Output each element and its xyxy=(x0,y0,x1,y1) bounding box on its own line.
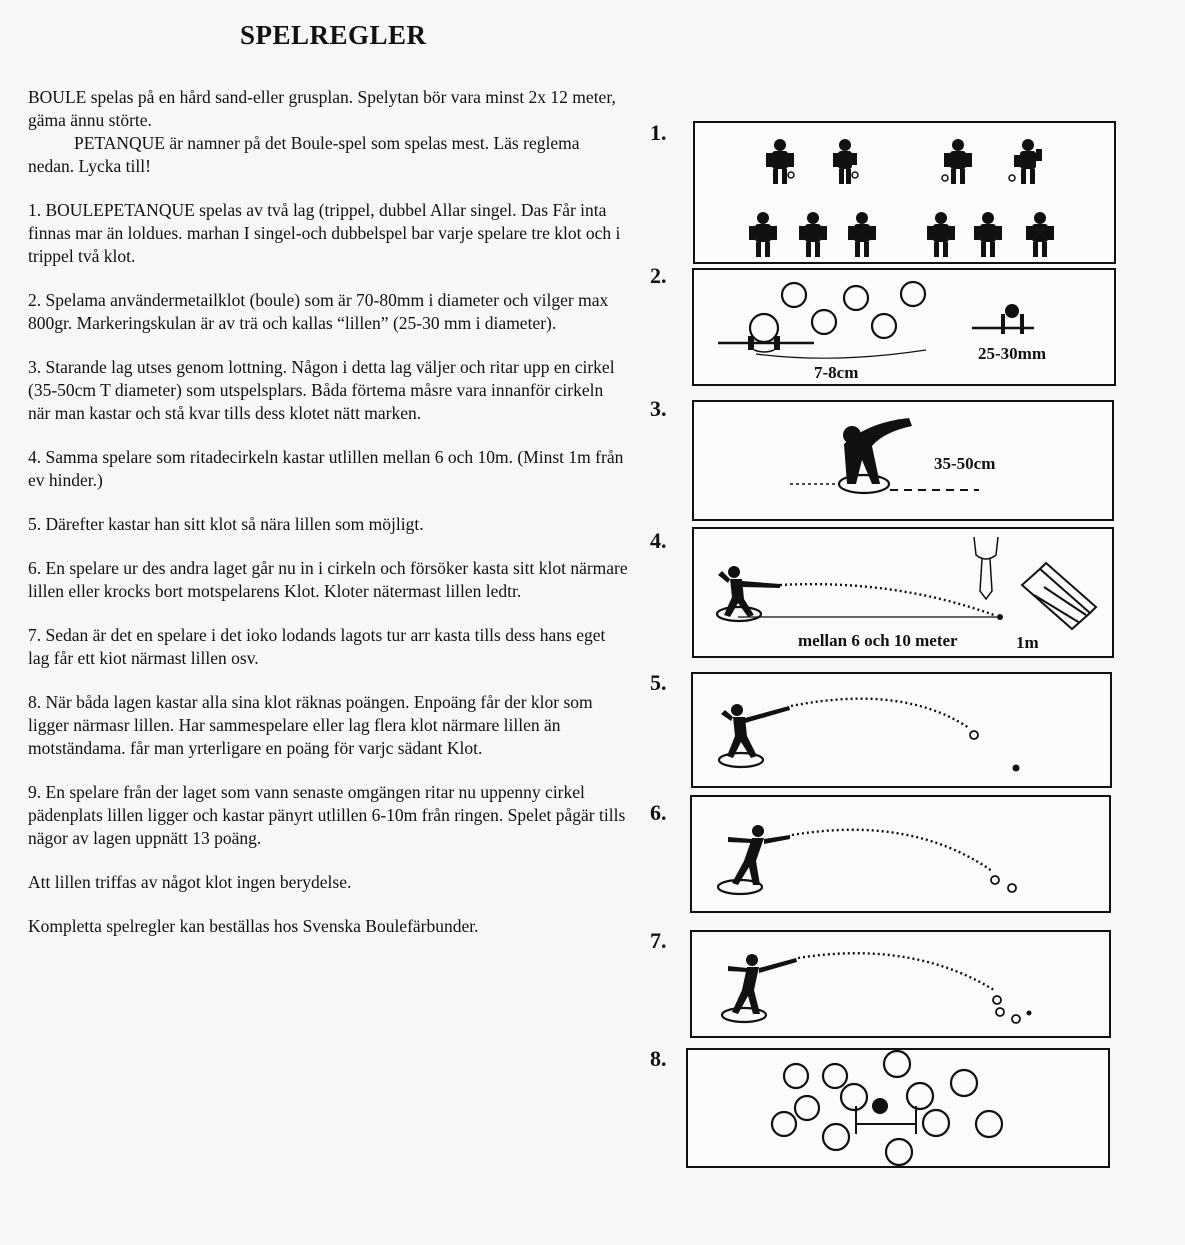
figure-number-6: 6. xyxy=(650,800,667,825)
scoring-illustration xyxy=(688,1050,1110,1168)
figure-panel-7 xyxy=(690,930,1111,1038)
rule-8: 8. När båda lagen kastar alla sina klot räknas poängen. Enpoäng får der klor som ligger närmasr lillen. Har sammespelare eller lag flera klot närmare lillen än motständama. får man yrterligare en poäng för varjc sädant Klot. xyxy=(28,692,593,758)
jack-distance-label: mellan 6 och 10 meter xyxy=(798,631,958,650)
first-boule-throw-illustration xyxy=(693,674,1112,788)
jack-diameter-label: 25-30mm xyxy=(978,344,1046,363)
figure-number-4: 4. xyxy=(650,528,667,553)
rule-2: 2. Spelama användermetailklot (boule) som är 70-80mm i diameter och vilger max 800gr. Markeringskulan är av trä och kallas “lillen” (25-30 mm i diameter). xyxy=(28,290,609,333)
circle-diameter-label: 35-50cm xyxy=(934,454,996,473)
figure-panel-8 xyxy=(686,1048,1110,1168)
rule-1: 1. BOULEPETANQUE spelas av två lag (trippel, dubbel Allar singel. Das Får inta finnas mar än loldues. marhan I singel-och dubbelspel bar varje spelare tre klot och i trippel två klot. xyxy=(28,200,621,266)
page-title: SPELREGLER xyxy=(240,20,427,50)
player-figure xyxy=(1014,139,1042,184)
figure-number-3: 3. xyxy=(650,396,667,421)
player-figure xyxy=(799,212,827,257)
note-order-rules: Kompletta spelregler kan beställas hos Svenska Boulefärbunder. xyxy=(28,916,479,936)
figure-number-7: 7. xyxy=(650,928,667,953)
figure-panel-6 xyxy=(690,795,1111,913)
players-illustration xyxy=(695,123,1116,264)
throwing-circle-illustration xyxy=(694,402,1114,521)
player-figure xyxy=(848,212,876,257)
rules-text xyxy=(28,86,628,959)
obstacle-distance-label: 1m xyxy=(1016,633,1039,652)
ball-diameter-label: 7-8cm xyxy=(814,363,859,382)
player-figure xyxy=(927,212,955,257)
intro-paragraph-1: BOULE spelas på en hård sand-eller grusplan. Spelytan bör vara minst 2x 12 meter, gäma ännu störte. xyxy=(28,87,616,130)
player-figure xyxy=(1026,212,1054,257)
figure-number-2: 2. xyxy=(650,263,667,288)
figure-number-8: 8. xyxy=(650,1046,667,1071)
figure-panel-4 xyxy=(692,527,1114,658)
boules-illustration xyxy=(694,270,1116,386)
figure-number-1: 1. xyxy=(650,120,667,145)
rule-4: 4. Samma spelare som ritadecirkeln kastar utlillen mellan 6 och 10m. (Minst 1m från ev hinder.) xyxy=(28,447,624,490)
third-boule-throw-illustration xyxy=(692,932,1111,1038)
figure-panel-1 xyxy=(693,121,1116,264)
player-figure xyxy=(974,212,1002,257)
rule-9: 9. En spelare från der laget som vann senaste omgängen ritar nu uppenny cirkel pädenplats lillen ligger och kastar pänyrt utlillen 6-10m från ringen. Spelet pågär tills nägor av lagen uppnätt 13 poäng. xyxy=(28,782,626,848)
player-figure xyxy=(749,212,777,257)
note-jack-hit: Att lillen triffas av något klot ingen berydelse. xyxy=(28,872,352,892)
figure-panel-2 xyxy=(692,268,1116,386)
rule-7: 7. Sedan är det en spelare i det ioko lodands lagots tur arr kasta tills dess hans eget lag får ett kiot närmast lillen osv. xyxy=(28,625,606,668)
rule-5: 5. Därefter kastar han sitt klot så nära lillen som möjligt. xyxy=(28,514,424,534)
rule-3: 3. Starande lag utses genom lottning. Någon i detta lag väljer och ritar upp en cirkel (35-50cm T diameter) som utspelsplars. Båda förtema måsre vara innanför cirkeln när man kastar och stå kvar tills dess klotet nätt marken. xyxy=(28,357,615,423)
intro-paragraph-2: PETANQUE är namner på det Boule-spel som spelas mest. Läs reglema nedan. Lycka till! xyxy=(28,133,580,176)
figure-panel-5 xyxy=(691,672,1112,788)
figure-number-5: 5. xyxy=(650,670,667,695)
rule-6: 6. En spelare ur des andra laget går nu in i cirkeln och försöker kasta sitt klot närmare lillen eller krocks bort motspelarens Klot. Kloter nätermast lillen ledtr. xyxy=(28,558,628,601)
second-boule-throw-illustration xyxy=(692,797,1111,913)
figure-panel-3 xyxy=(692,400,1114,521)
